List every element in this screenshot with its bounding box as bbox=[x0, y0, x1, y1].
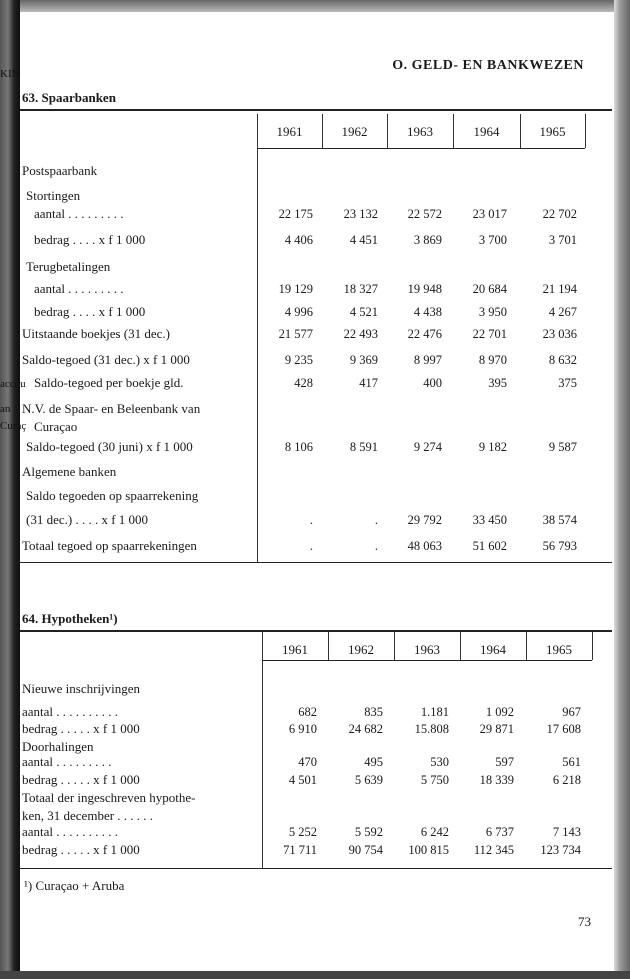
table-cell: 90 754 bbox=[348, 843, 383, 857]
table-cell: 597 bbox=[495, 755, 514, 769]
table-cell: 4 996 bbox=[284, 305, 313, 319]
table-cell: 9 274 bbox=[413, 440, 442, 454]
table-bottom-rule bbox=[20, 868, 612, 869]
row-label: Stortingen bbox=[26, 188, 81, 203]
row-label: aantal . . . . . . . . . . bbox=[22, 824, 119, 839]
table-cell: 38 574 bbox=[542, 513, 577, 527]
row-label: Terugbetalingen bbox=[26, 259, 111, 274]
table-cell: 1 092 bbox=[485, 705, 514, 719]
year-header: 1962 bbox=[341, 124, 368, 139]
row-label: bedrag . . . . . x f 1 000 bbox=[22, 842, 140, 857]
table-cell: 9 369 bbox=[349, 353, 378, 367]
table-cell: . bbox=[309, 539, 313, 553]
row-label: Nieuwe inschrijvingen bbox=[22, 681, 141, 696]
table-cell: 24 682 bbox=[348, 722, 383, 736]
table-cell: 375 bbox=[558, 376, 577, 390]
row-label: Saldo tegoeden op spaarrekening bbox=[26, 488, 199, 503]
row-label: bedrag . . . . x f 1 000 bbox=[34, 304, 146, 319]
table-cell: 4 267 bbox=[548, 305, 577, 319]
table-cell: 4 521 bbox=[349, 305, 378, 319]
table-cell: 8 632 bbox=[548, 353, 577, 367]
row-label: Saldo-tegoed (30 juni) x f 1 000 bbox=[26, 439, 193, 454]
table-cell: 470 bbox=[298, 755, 317, 769]
row-label: bedrag . . . . . x f 1 000 bbox=[22, 721, 140, 736]
header-bottom-rule bbox=[257, 148, 585, 149]
table-cell: 967 bbox=[562, 705, 581, 719]
table-cell: 5 639 bbox=[354, 773, 383, 787]
table-cell: 22 493 bbox=[343, 327, 378, 341]
row-label: (31 dec.) . . . . x f 1 000 bbox=[26, 512, 149, 527]
table-cell: 9 235 bbox=[284, 353, 313, 367]
table-cell: 21 194 bbox=[542, 282, 577, 296]
scan-right-edge bbox=[614, 0, 630, 979]
table-cell: 20 684 bbox=[472, 282, 507, 296]
table-cell: 7 143 bbox=[552, 825, 581, 839]
table-cell: 23 017 bbox=[472, 207, 507, 221]
row-label: Totaal der ingeschreven hypothe- bbox=[22, 790, 196, 805]
table-cell: 9 182 bbox=[478, 440, 507, 454]
table-cell: 6 218 bbox=[552, 773, 581, 787]
table-cell: 4 501 bbox=[288, 773, 317, 787]
table-cell: 417 bbox=[359, 376, 378, 390]
table-cell: 9 587 bbox=[548, 440, 577, 454]
table-cell: 6 737 bbox=[485, 825, 514, 839]
table-cell: 15.808 bbox=[414, 722, 449, 736]
table-cell: 23 036 bbox=[542, 327, 577, 341]
table-cell: 48 063 bbox=[407, 539, 442, 553]
table-cell: 3 701 bbox=[548, 233, 577, 247]
table-cell: 4 451 bbox=[349, 233, 378, 247]
table-cell: . bbox=[374, 513, 378, 527]
header-bottom-rule bbox=[262, 660, 592, 661]
row-label: ken, 31 december . . . . . . bbox=[22, 808, 154, 823]
table-cell: 100 815 bbox=[408, 843, 449, 857]
year-header: 1963 bbox=[414, 642, 440, 657]
table-title: 64. Hypotheken¹) bbox=[22, 611, 118, 626]
table-cell: 18 327 bbox=[343, 282, 378, 296]
year-header: 1965 bbox=[539, 124, 566, 139]
row-label: Saldo-tegoed (31 dec.) x f 1 000 bbox=[22, 352, 190, 367]
table-cell: 17 608 bbox=[546, 722, 581, 736]
table-cell: 22 702 bbox=[542, 207, 577, 221]
table-top-rule bbox=[20, 630, 612, 632]
row-label: Doorhalingen bbox=[22, 739, 94, 754]
scan-bottom-edge bbox=[0, 971, 630, 979]
table-cell: 21 577 bbox=[278, 327, 313, 341]
header-cell-border bbox=[592, 632, 593, 660]
row-label: Algemene banken bbox=[22, 464, 117, 479]
table-cell: 561 bbox=[562, 755, 581, 769]
table-cell: 23 132 bbox=[343, 207, 378, 221]
table-cell: 8 106 bbox=[284, 440, 313, 454]
table-bottom-rule bbox=[20, 562, 612, 563]
year-header: 1961 bbox=[276, 124, 303, 139]
header-cell-border bbox=[585, 114, 586, 148]
table-cell: 123 734 bbox=[540, 843, 581, 857]
table-cell: 3 950 bbox=[478, 305, 507, 319]
table-cell: 3 869 bbox=[413, 233, 442, 247]
year-header: 1962 bbox=[348, 642, 374, 657]
scan-left-edge bbox=[0, 0, 20, 979]
table-cell: 6 910 bbox=[288, 722, 317, 736]
table-cell: 530 bbox=[430, 755, 449, 769]
table-cell: 19 129 bbox=[278, 282, 313, 296]
row-label: aantal . . . . . . . . . bbox=[34, 281, 124, 296]
table-cell: 5 592 bbox=[354, 825, 383, 839]
table-cell: 22 701 bbox=[472, 327, 507, 341]
row-label: aantal . . . . . . . . . bbox=[22, 754, 112, 769]
year-header: 1961 bbox=[282, 642, 308, 657]
row-label: Totaal tegoed op spaarrekeningen bbox=[22, 538, 197, 553]
table-cell: . bbox=[309, 513, 313, 527]
year-header: 1963 bbox=[407, 124, 433, 139]
table-cell: 682 bbox=[298, 705, 317, 719]
table-cell: 112 345 bbox=[473, 843, 514, 857]
table-cell: 5 252 bbox=[288, 825, 317, 839]
year-header: 1965 bbox=[546, 642, 572, 657]
table-cell: 33 450 bbox=[472, 513, 507, 527]
year-header: 1964 bbox=[473, 124, 500, 139]
table-cell: 835 bbox=[364, 705, 383, 719]
row-label: Uitstaande boekjes (31 dec.) bbox=[22, 326, 171, 341]
row-label: N.V. de Spaar- en Beleenbank van bbox=[22, 401, 201, 416]
table-cell: 495 bbox=[364, 755, 383, 769]
row-label: Curaçao bbox=[34, 419, 78, 434]
table-cell: 71 711 bbox=[283, 843, 317, 857]
table-cell: 428 bbox=[294, 376, 313, 390]
table-cell: 29 871 bbox=[479, 722, 514, 736]
margin-fragment: accou bbox=[0, 378, 26, 390]
table-cell: 22 476 bbox=[407, 327, 442, 341]
table-title: 63. Spaarbanken bbox=[22, 90, 116, 105]
table-cell: 22 572 bbox=[407, 207, 442, 221]
table-cell: 18 339 bbox=[479, 773, 514, 787]
table-cell: 400 bbox=[423, 376, 442, 390]
row-label: bedrag . . . . . x f 1 000 bbox=[22, 772, 140, 787]
row-label: aantal . . . . . . . . . . bbox=[22, 704, 119, 719]
row-label: bedrag . . . . x f 1 000 bbox=[34, 232, 146, 247]
table-cell: 29 792 bbox=[407, 513, 442, 527]
table-cell: 1.181 bbox=[420, 705, 449, 719]
page-number: 73 bbox=[578, 914, 591, 929]
year-header: 1964 bbox=[480, 642, 506, 657]
table-cell: 8 970 bbox=[478, 353, 507, 367]
scan-top-edge bbox=[0, 0, 630, 12]
table-cell: 8 591 bbox=[349, 440, 378, 454]
row-label: Postspaarbank bbox=[22, 163, 98, 178]
table-cell: 8 997 bbox=[413, 353, 442, 367]
margin-fragment: an bbox=[0, 403, 11, 415]
table-cell: 4 438 bbox=[413, 305, 442, 319]
table-cell: 22 175 bbox=[278, 207, 313, 221]
table-top-rule bbox=[20, 109, 612, 111]
row-label: aantal . . . . . . . . . bbox=[34, 206, 124, 221]
margin-fragment: KIN bbox=[0, 68, 20, 80]
table-cell: 19 948 bbox=[407, 282, 442, 296]
footnote: ¹) Curaçao + Aruba bbox=[24, 878, 125, 893]
table-cell: 395 bbox=[488, 376, 507, 390]
chapter-header: O. GELD- EN BANKWEZEN bbox=[392, 58, 584, 73]
table-cell: 4 406 bbox=[284, 233, 313, 247]
table-cell: 3 700 bbox=[478, 233, 507, 247]
table-cell: 6 242 bbox=[420, 825, 449, 839]
row-label: Saldo-tegoed per boekje gld. bbox=[34, 375, 184, 390]
table-cell: 51 602 bbox=[472, 539, 507, 553]
margin-fragment: Curaç bbox=[0, 420, 27, 432]
table-cell: 5 750 bbox=[420, 773, 449, 787]
table-cell: . bbox=[374, 539, 378, 553]
table-cell: 56 793 bbox=[542, 539, 577, 553]
